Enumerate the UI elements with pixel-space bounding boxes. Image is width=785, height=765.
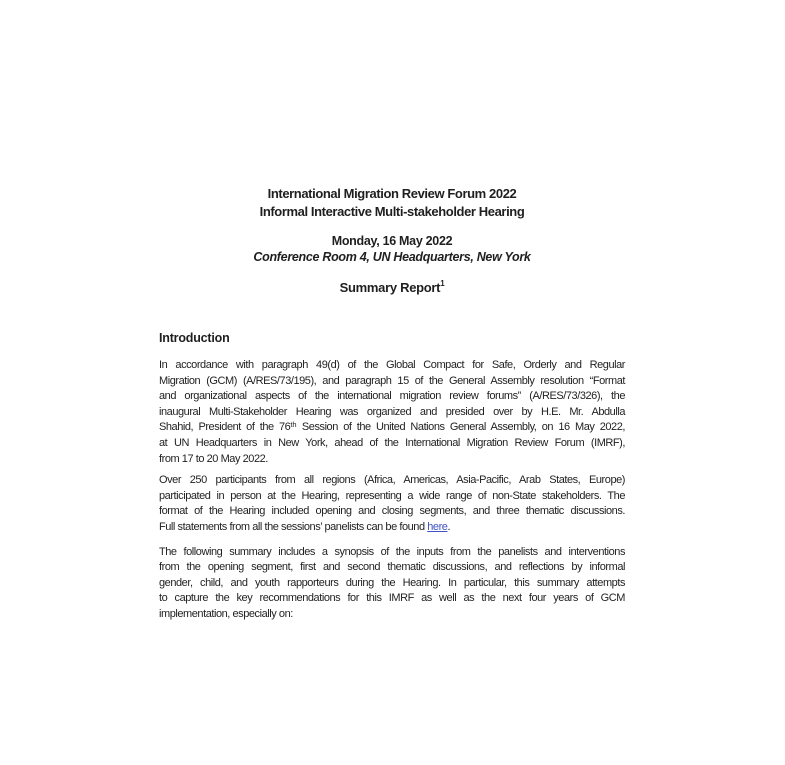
event-venue: Conference Room 4, UN Headquarters, New York (253, 250, 531, 264)
text-segment: participated in person at the Hearing, representing a wide range of non-State stakeholders. The (159, 489, 625, 502)
text-segment: The following summary includes a synopsis of the inputs from the panelists and interventions (159, 545, 625, 558)
text-segment: inaugural Multi-Stakeholder Hearing was organized and presided over by H.E. Mr. Abdulla (159, 405, 625, 418)
text-segment: Session of the United Nations General Assembly, on 16 May 2022, (296, 421, 625, 434)
paragraph-line (159, 576, 625, 592)
paragraph (159, 358, 625, 467)
document-content (159, 185, 625, 623)
text-segment: Full statements from all the sessions’ panelists can be found (159, 520, 428, 533)
paragraph-line (159, 489, 625, 505)
text-segment: to capture the key recommendations for this IMRF as well as the next four years of GCM (159, 592, 625, 605)
paragraph-line (159, 405, 625, 421)
text-segment: and organizational aspects of the international migration review forums” (A/RES/73/326), the (159, 390, 625, 403)
paragraph-line (159, 358, 625, 374)
paragraph-line (159, 452, 625, 468)
text-segment: . (447, 520, 451, 533)
body-paragraphs (159, 358, 625, 623)
title-line-2: Informal Interactive Multi-stakeholder Hearing (259, 204, 525, 219)
statements-here-link[interactable]: here (427, 520, 448, 533)
document-title (159, 185, 625, 221)
text-segment: Over 250 participants from all regions (Africa, Americas, Asia-Pacific, Arab States, Europe) (159, 474, 625, 487)
paragraph-line (159, 473, 625, 489)
section-heading-introduction: Introduction (159, 331, 230, 345)
paragraph-line (159, 607, 625, 623)
report-title-text: Summary Report (339, 280, 441, 295)
paragraph (159, 473, 625, 535)
event-date: Monday, 16 May 2022 (331, 234, 453, 248)
text-segment: format of the Hearing included opening and closing segments, and three thematic discussions. (159, 505, 625, 518)
text-segment: gender, child, and youth rapporteurs during the Hearing. In particular, this summary attempts (159, 576, 625, 589)
paragraph-line (159, 504, 625, 520)
paragraph (159, 545, 625, 623)
paragraph-line (159, 520, 625, 536)
footnote-reference: 1 (440, 278, 445, 288)
text-segment: from the opening segment, first and second thematic discussions, and reflections by informal (159, 561, 625, 574)
title-line-1: International Migration Review Forum 2022 (267, 186, 517, 201)
text-segment: Migration (GCM) (A/RES/73/195), and paragraph 15 of the General Assembly resolution “Format (159, 374, 625, 387)
paragraph-line (159, 560, 625, 576)
text-segment: In accordance with paragraph 49(d) of the Global Compact for Safe, Orderly and Regular (159, 359, 625, 371)
paragraph-line (159, 420, 625, 436)
paragraph-line (159, 389, 625, 405)
ordinal-superscript: th (290, 420, 297, 430)
text-segment: implementation, especially on: (159, 607, 293, 620)
text-segment: Shahid, President of the 76 (159, 421, 291, 434)
paragraph-line (159, 374, 625, 390)
text-segment: at UN Headquarters in New York, ahead of the International Migration Review Forum (IMRF), (159, 436, 625, 449)
paragraph-line (159, 591, 625, 607)
paragraph-line (159, 545, 625, 561)
text-segment: from 17 to 20 May 2022. (159, 452, 268, 465)
paragraph-line (159, 436, 625, 452)
report-title (159, 280, 625, 296)
